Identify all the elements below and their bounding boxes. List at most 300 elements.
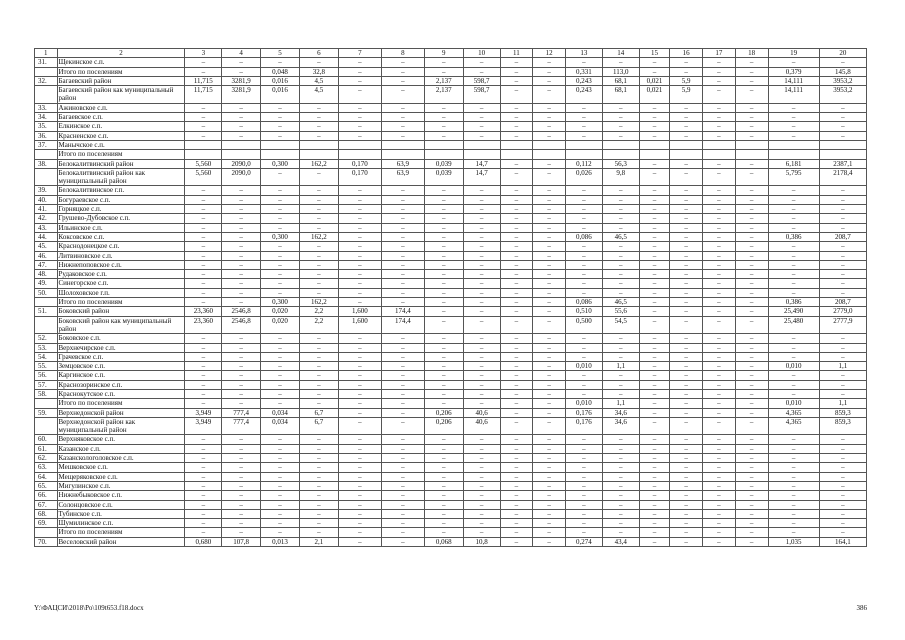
cell-value: 56,3: [602, 159, 639, 168]
cell-value: –: [703, 444, 736, 453]
cell-value: –: [500, 444, 533, 453]
cell-value: –: [261, 444, 300, 453]
cell-value: –: [639, 472, 670, 481]
cell-value: –: [670, 343, 703, 352]
cell-value: 598,7: [463, 76, 500, 85]
cell-value: 162,2: [299, 298, 338, 307]
cell-value: –: [768, 242, 819, 251]
cell-value: –: [500, 288, 533, 297]
cell-value: –: [670, 537, 703, 546]
cell-value: –: [670, 491, 703, 500]
cell-value: –: [381, 435, 424, 444]
cell-value: –: [602, 288, 639, 297]
cell-value: –: [463, 251, 500, 260]
cell-value: –: [222, 58, 261, 67]
cell-value: [735, 150, 768, 159]
cell-value: 0,010: [768, 362, 819, 371]
cell-value: 2779,0: [819, 307, 866, 316]
cell-value: 32,8: [299, 67, 338, 76]
cell-value: –: [819, 380, 866, 389]
table-body: [35, 49, 867, 547]
cell-value: –: [222, 103, 261, 112]
cell-value: 0,243: [565, 86, 602, 104]
cell-value: –: [735, 288, 768, 297]
cell-value: –: [819, 472, 866, 481]
cell-value: [381, 140, 424, 149]
cell-value: –: [735, 417, 768, 435]
cell-value: –: [261, 205, 300, 214]
cell-value: –: [261, 371, 300, 380]
cell-value: –: [261, 380, 300, 389]
cell-value: –: [222, 491, 261, 500]
row-number: [35, 417, 58, 435]
cell-value: –: [735, 352, 768, 361]
cell-value: –: [533, 86, 566, 104]
cell-value: –: [424, 186, 463, 195]
cell-value: –: [819, 270, 866, 279]
column-header: 18: [735, 49, 768, 58]
cell-value: –: [703, 307, 736, 316]
row-name: Итого по поселениям: [57, 528, 185, 537]
cell-value: [533, 150, 566, 159]
cell-value: –: [735, 509, 768, 518]
cell-value: –: [299, 251, 338, 260]
row-name: Нижнебыковское с.п.: [57, 491, 185, 500]
cell-value: –: [185, 58, 222, 67]
cell-value: –: [703, 58, 736, 67]
table-row: [35, 205, 867, 214]
cell-value: –: [703, 298, 736, 307]
cell-value: [639, 150, 670, 159]
cell-value: –: [670, 417, 703, 435]
cell-value: –: [639, 103, 670, 112]
table-row: [35, 168, 867, 186]
cell-value: –: [703, 408, 736, 417]
cell-value: 113,0: [602, 67, 639, 76]
cell-value: –: [639, 168, 670, 186]
cell-value: –: [222, 435, 261, 444]
cell-value: –: [463, 491, 500, 500]
table-row: [35, 316, 867, 334]
row-name: Щекинское с.п.: [57, 58, 185, 67]
table-row: [35, 260, 867, 269]
cell-value: 14,7: [463, 168, 500, 186]
cell-value: –: [819, 288, 866, 297]
cell-value: 4,365: [768, 408, 819, 417]
cell-value: 14,7: [463, 159, 500, 168]
cell-value: 2777,9: [819, 316, 866, 334]
cell-value: –: [533, 537, 566, 546]
cell-value: 598,7: [463, 86, 500, 104]
cell-value: –: [424, 251, 463, 260]
cell-value: –: [338, 76, 381, 85]
cell-value: –: [500, 343, 533, 352]
column-header: 15: [639, 49, 670, 58]
cell-value: –: [670, 509, 703, 518]
cell-value: –: [768, 444, 819, 453]
cell-value: –: [222, 380, 261, 389]
cell-value: –: [500, 334, 533, 343]
cell-value: –: [500, 537, 533, 546]
cell-value: –: [338, 334, 381, 343]
cell-value: –: [222, 113, 261, 122]
row-number: 41.: [35, 205, 58, 214]
cell-value: –: [533, 76, 566, 85]
cell-value: –: [381, 270, 424, 279]
cell-value: –: [533, 113, 566, 122]
cell-value: 40,6: [463, 417, 500, 435]
cell-value: –: [424, 435, 463, 444]
cell-value: –: [338, 86, 381, 104]
cell-value: –: [533, 58, 566, 67]
cell-value: –: [500, 399, 533, 408]
cell-value: –: [703, 491, 736, 500]
cell-value: –: [670, 500, 703, 509]
cell-value: –: [299, 205, 338, 214]
cell-value: –: [424, 232, 463, 241]
cell-value: 0,020: [261, 316, 300, 334]
column-header: 20: [819, 49, 866, 58]
table-row: [35, 67, 867, 76]
cell-value: –: [500, 159, 533, 168]
cell-value: –: [338, 472, 381, 481]
cell-value: 1,1: [819, 362, 866, 371]
cell-value: –: [338, 195, 381, 204]
cell-value: 0,020: [261, 307, 300, 316]
cell-value: –: [639, 67, 670, 76]
row-name: Каргинское с.п.: [57, 371, 185, 380]
row-name: Багаевский район: [57, 76, 185, 85]
cell-value: –: [500, 205, 533, 214]
cell-value: –: [500, 251, 533, 260]
cell-value: –: [381, 122, 424, 131]
cell-value: –: [185, 343, 222, 352]
cell-value: –: [768, 371, 819, 380]
cell-value: –: [735, 408, 768, 417]
cell-value: –: [381, 352, 424, 361]
cell-value: –: [703, 260, 736, 269]
column-header: 5: [261, 49, 300, 58]
column-header: 10: [463, 49, 500, 58]
cell-value: 2090,0: [222, 159, 261, 168]
column-header: 1: [35, 49, 58, 58]
table-row: [35, 159, 867, 168]
cell-value: –: [639, 195, 670, 204]
cell-value: 25,480: [768, 316, 819, 334]
cell-value: –: [602, 528, 639, 537]
cell-value: –: [703, 86, 736, 104]
cell-value: –: [703, 380, 736, 389]
cell-value: –: [463, 380, 500, 389]
cell-value: –: [424, 195, 463, 204]
cell-value: 2387,1: [819, 159, 866, 168]
table-row: [35, 519, 867, 528]
cell-value: –: [533, 334, 566, 343]
cell-value: –: [533, 307, 566, 316]
cell-value: –: [261, 481, 300, 490]
cell-value: –: [639, 251, 670, 260]
cell-value: –: [639, 186, 670, 195]
cell-value: –: [500, 454, 533, 463]
cell-value: –: [500, 242, 533, 251]
cell-value: 34,6: [602, 408, 639, 417]
cell-value: –: [533, 408, 566, 417]
cell-value: –: [381, 481, 424, 490]
cell-value: –: [338, 214, 381, 223]
cell-value: –: [768, 205, 819, 214]
cell-value: –: [338, 131, 381, 140]
cell-value: 23,360: [185, 316, 222, 334]
cell-value: –: [463, 131, 500, 140]
cell-value: –: [381, 131, 424, 140]
cell-value: 9,8: [602, 168, 639, 186]
cell-value: –: [819, 371, 866, 380]
header-row: [35, 49, 867, 58]
cell-value: –: [381, 362, 424, 371]
cell-value: –: [463, 214, 500, 223]
column-header: 2: [57, 49, 185, 58]
cell-value: –: [261, 519, 300, 528]
cell-value: –: [533, 131, 566, 140]
cell-value: 0,039: [424, 168, 463, 186]
cell-value: 0,010: [565, 399, 602, 408]
cell-value: –: [424, 67, 463, 76]
table-row: [35, 352, 867, 361]
cell-value: 2,2: [299, 316, 338, 334]
cell-value: –: [735, 251, 768, 260]
table-row: [35, 528, 867, 537]
cell-value: –: [670, 288, 703, 297]
cell-value: –: [533, 67, 566, 76]
cell-value: –: [381, 399, 424, 408]
cell-value: 0,274: [565, 537, 602, 546]
row-number: [35, 86, 58, 104]
cell-value: –: [565, 371, 602, 380]
cell-value: –: [185, 509, 222, 518]
cell-value: –: [735, 472, 768, 481]
cell-value: –: [639, 481, 670, 490]
cell-value: –: [602, 509, 639, 518]
row-name: Мещеряковское с.п.: [57, 472, 185, 481]
cell-value: –: [639, 131, 670, 140]
cell-value: –: [735, 528, 768, 537]
cell-value: [463, 140, 500, 149]
cell-value: –: [381, 232, 424, 241]
cell-value: –: [735, 380, 768, 389]
cell-value: –: [670, 205, 703, 214]
cell-value: –: [424, 334, 463, 343]
cell-value: –: [381, 86, 424, 104]
cell-value: –: [299, 454, 338, 463]
cell-value: –: [565, 380, 602, 389]
row-name: Нижнепоповское с.п.: [57, 260, 185, 269]
cell-value: –: [768, 435, 819, 444]
cell-value: –: [463, 307, 500, 316]
cell-value: –: [338, 417, 381, 435]
cell-value: –: [533, 260, 566, 269]
cell-value: 777,4: [222, 408, 261, 417]
cell-value: –: [338, 380, 381, 389]
row-number: [35, 316, 58, 334]
cell-value: –: [768, 509, 819, 518]
cell-value: –: [338, 279, 381, 288]
table-row: [35, 195, 867, 204]
cell-value: –: [185, 223, 222, 232]
cell-value: –: [703, 159, 736, 168]
cell-value: –: [565, 186, 602, 195]
row-number: 57.: [35, 380, 58, 389]
cell-value: –: [424, 362, 463, 371]
cell-value: –: [222, 454, 261, 463]
cell-value: –: [703, 288, 736, 297]
cell-value: –: [500, 279, 533, 288]
cell-value: –: [424, 509, 463, 518]
cell-value: –: [338, 58, 381, 67]
cell-value: –: [565, 288, 602, 297]
cell-value: –: [299, 195, 338, 204]
cell-value: –: [463, 58, 500, 67]
cell-value: 2,1: [299, 537, 338, 546]
cell-value: –: [533, 454, 566, 463]
column-header: 14: [602, 49, 639, 58]
cell-value: 14,111: [768, 76, 819, 85]
cell-value: –: [670, 270, 703, 279]
cell-value: 0,021: [639, 76, 670, 85]
cell-value: [602, 140, 639, 149]
row-number: 33.: [35, 103, 58, 112]
cell-value: [338, 140, 381, 149]
cell-value: –: [299, 279, 338, 288]
cell-value: –: [185, 463, 222, 472]
cell-value: 0,176: [565, 408, 602, 417]
cell-value: –: [424, 454, 463, 463]
cell-value: –: [819, 113, 866, 122]
cell-value: –: [670, 159, 703, 168]
cell-value: –: [703, 251, 736, 260]
cell-value: –: [424, 481, 463, 490]
cell-value: –: [463, 454, 500, 463]
cell-value: –: [639, 122, 670, 131]
cell-value: –: [565, 352, 602, 361]
cell-value: –: [565, 270, 602, 279]
cell-value: –: [670, 279, 703, 288]
cell-value: –: [670, 214, 703, 223]
cell-value: –: [670, 454, 703, 463]
row-number: 61.: [35, 444, 58, 453]
cell-value: [768, 150, 819, 159]
cell-value: –: [533, 371, 566, 380]
cell-value: –: [463, 270, 500, 279]
cell-value: –: [261, 509, 300, 518]
cell-value: –: [424, 500, 463, 509]
cell-value: 3953,2: [819, 76, 866, 85]
cell-value: –: [735, 444, 768, 453]
cell-value: –: [299, 371, 338, 380]
row-number: 38.: [35, 159, 58, 168]
cell-value: –: [463, 389, 500, 398]
cell-value: –: [185, 131, 222, 140]
cell-value: –: [735, 519, 768, 528]
cell-value: –: [381, 463, 424, 472]
cell-value: –: [381, 454, 424, 463]
cell-value: –: [500, 186, 533, 195]
cell-value: –: [703, 103, 736, 112]
cell-value: –: [768, 270, 819, 279]
table-row: [35, 444, 867, 453]
cell-value: –: [500, 307, 533, 316]
row-name: Елкинское с.п.: [57, 122, 185, 131]
column-header: 4: [222, 49, 261, 58]
row-name: Итого по поселениям: [57, 298, 185, 307]
cell-value: –: [533, 352, 566, 361]
cell-value: –: [670, 242, 703, 251]
row-number: 49.: [35, 279, 58, 288]
row-number: 44.: [35, 232, 58, 241]
cell-value: –: [639, 389, 670, 398]
cell-value: 0,048: [261, 67, 300, 76]
cell-value: 63,9: [381, 168, 424, 186]
cell-value: –: [533, 298, 566, 307]
cell-value: [670, 140, 703, 149]
cell-value: –: [670, 371, 703, 380]
cell-value: –: [768, 214, 819, 223]
cell-value: –: [222, 205, 261, 214]
cell-value: –: [381, 408, 424, 417]
cell-value: 164,1: [819, 537, 866, 546]
cell-value: –: [338, 242, 381, 251]
cell-value: –: [602, 279, 639, 288]
cell-value: –: [602, 122, 639, 131]
cell-value: –: [185, 270, 222, 279]
cell-value: [424, 140, 463, 149]
cell-value: –: [639, 288, 670, 297]
cell-value: 3281,9: [222, 76, 261, 85]
cell-value: –: [500, 352, 533, 361]
cell-value: –: [703, 270, 736, 279]
row-number: [35, 67, 58, 76]
cell-value: –: [735, 205, 768, 214]
cell-value: –: [639, 509, 670, 518]
cell-value: –: [703, 472, 736, 481]
cell-value: –: [703, 113, 736, 122]
cell-value: –: [768, 195, 819, 204]
row-name: Краснокутское с.п.: [57, 389, 185, 398]
cell-value: –: [463, 435, 500, 444]
cell-value: –: [338, 444, 381, 453]
cell-value: –: [735, 343, 768, 352]
cell-value: –: [185, 371, 222, 380]
cell-value: –: [222, 232, 261, 241]
cell-value: –: [703, 399, 736, 408]
cell-value: –: [381, 103, 424, 112]
cell-value: –: [500, 528, 533, 537]
cell-value: –: [533, 270, 566, 279]
cell-value: –: [185, 214, 222, 223]
cell-value: –: [735, 371, 768, 380]
cell-value: –: [639, 298, 670, 307]
cell-value: –: [670, 186, 703, 195]
cell-value: –: [703, 168, 736, 186]
cell-value: –: [185, 279, 222, 288]
cell-value: –: [670, 444, 703, 453]
cell-value: [261, 150, 300, 159]
cell-value: –: [338, 186, 381, 195]
cell-value: –: [768, 279, 819, 288]
cell-value: –: [463, 334, 500, 343]
cell-value: –: [261, 270, 300, 279]
cell-value: –: [602, 251, 639, 260]
cell-value: –: [670, 481, 703, 490]
